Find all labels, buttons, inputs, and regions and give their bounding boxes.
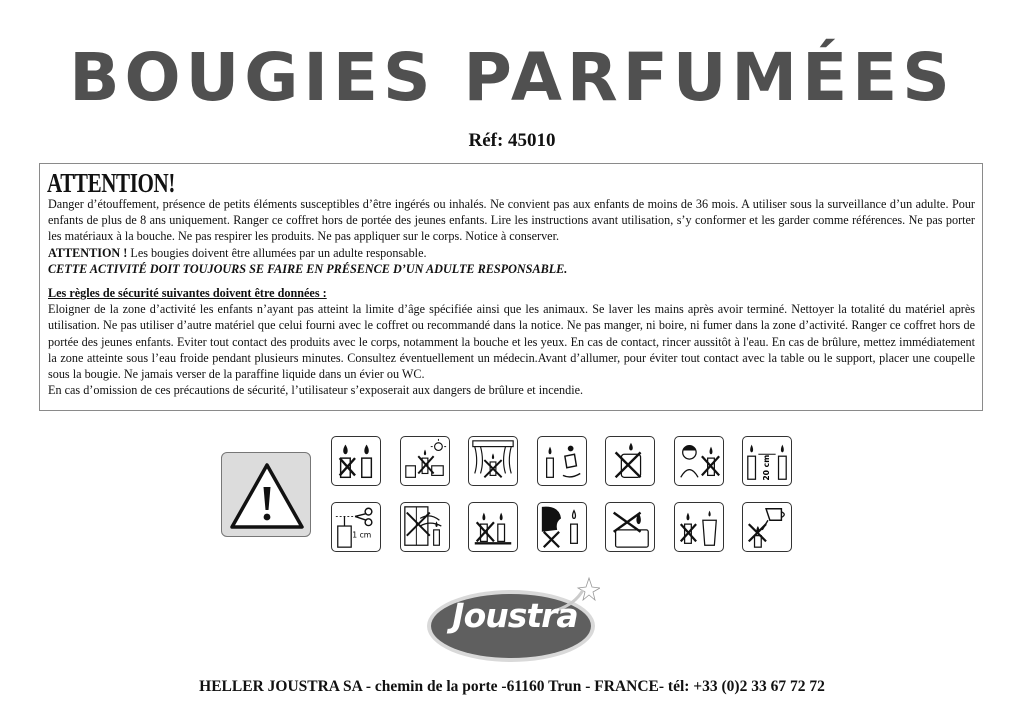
no-leave-unattended-icon: [605, 436, 655, 486]
attention-line: [48, 245, 975, 261]
brand-logo-text: Joustra: [452, 596, 578, 635]
company-address: HELLER JOUSTRA SA - chemin de la porte -61160 Trun - FRANCE- tél: +33 (0)2 33 67 72 72: [199, 678, 825, 695]
spacing-label: 20 cm: [761, 454, 771, 481]
no-blow-out-icon: [605, 502, 655, 552]
attention-heading: ATTENTION!: [47, 168, 175, 198]
warning-triangle-icon: [221, 452, 311, 537]
warning-paragraph: Danger d’étouffement, présence de petits éléments susceptibles d’être ingérés ou inhalés. Ne convient pas aux enfants de moins de 36 mois. A utiliser sous la surveillance d’un adulte. Pour enfants de plus de 8 ans uniquement. Ranger ce coffret hors de portée des jeunes enfants. Lire les instructions avant utilisation, s’y conformer et les garder comme références. Ne pas porter les matériaux à la bouche. Ne pas respirer les produits. Ne pas appliquer sur le corps. Notice à conserver.: [48, 197, 975, 244]
attention-label: ATTENTION !: [48, 245, 128, 260]
rules-heading: Les règles de sécurité suivantes doivent être données :: [48, 286, 327, 301]
no-glass-container-icon: [674, 502, 724, 552]
no-water-on-flame-icon: [742, 502, 792, 552]
adult-presence-line: CETTE ACTIVITÉ DOIT TOUJOURS SE FAIRE EN PRÉSENCE D’UN ADULTE RESPONSABLE.: [48, 261, 568, 276]
wick-label: 1 cm: [352, 530, 372, 540]
attention-text: Les bougies doivent être allumées par un adulte responsable.: [127, 245, 427, 260]
no-close-candles-icon: [468, 502, 518, 552]
candle-chair-distance-icon: [537, 436, 587, 486]
reference-number: Réf: 45010: [468, 130, 556, 151]
warning-box: [39, 163, 983, 411]
rules-text: Eloigner de la zone d’activité les enfants n’ayant pas atteint la limite d’âge spécifiée ainsi que les animaux. Se laver les mains après avoir terminé. Nettoyer la totalité du matériel après utilisation. Ne pas utiliser d’autre matériel que celui fourni avec le coffret ou recommandé dans la notice. Ne pas manger, ni boire, ni fumer dans la zone d’activité. Ranger ce coffret hors de portée des jeunes enfants. Eviter tout contact des produits avec le corps, notamment la bouche et les yeux. En cas de contact, rincer aussitôt à l'eau. En cas de brûlure, mettez immédiatement la zone atteinte sous l’eau froide pendant plusieurs minutes. Consultez éventuellement un médecin.Avant d’allumer, pour éviter tout contact avec la table ou le support, placer une coupelle sous la bougie. Ne jamais verser de la paraffine liquide dans un évier ou WC.: [48, 302, 975, 382]
no-heat-source-icon: [400, 436, 450, 486]
omission-text: En cas d’omission de ces précautions de sécurité, l’utilisateur s’exposerait aux dangers de brûlure et incendie.: [48, 383, 584, 398]
candle-spacing-icon: [742, 436, 792, 486]
page-title: BOUGIES PARFUMÉES: [69, 39, 955, 116]
no-draft-icon: [400, 502, 450, 552]
trim-wick-icon: [331, 502, 381, 552]
no-curtains-icon: [468, 436, 518, 486]
no-candle-clusters-icon: [331, 436, 381, 486]
no-children-near-flame-icon: [674, 436, 724, 486]
no-face-near-flame-icon: [537, 502, 587, 552]
